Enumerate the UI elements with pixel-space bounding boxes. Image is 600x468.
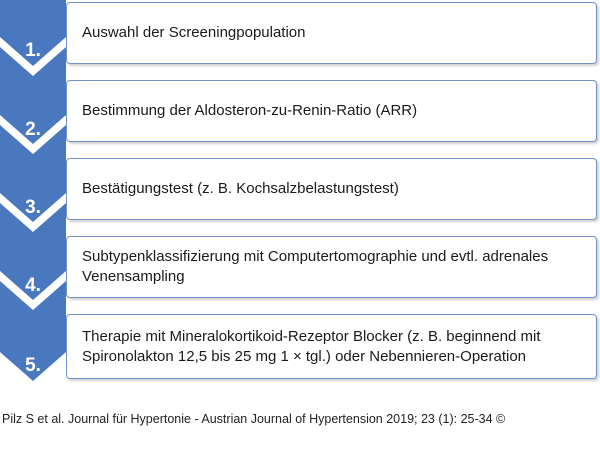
step-1-box xyxy=(66,2,597,64)
step-3-text: Bestätigungstest (z. B. Kochsalzbelastungstest) xyxy=(82,180,399,197)
step-1-number: 1. xyxy=(25,40,41,61)
step-3-number: 3. xyxy=(25,197,41,218)
step-2-box xyxy=(66,80,597,142)
step-5-text: Therapie mit Mineralokortikoid-Rezeptor Blocker (z. B. beginnend mit Spironolakton 12,5 bis 25 mg 1 × tgl.) oder Nebennieren-Operation xyxy=(82,327,541,365)
step-4-text: Subtypenklassifizierung mit Computertomographie und evtl. adrenales Venensampling xyxy=(82,248,549,285)
step-4-box xyxy=(66,236,597,298)
step-3-box xyxy=(66,158,597,220)
step-2-number: 2. xyxy=(25,119,41,140)
step-1-text: Auswahl der Screeningpopulation xyxy=(82,24,306,41)
step-2-text: Bestimmung der Aldosteron-zu-Renin-Ratio (ARR) xyxy=(82,102,418,119)
citation-text: Pilz S et al. Journal für Hypertonie - Austrian Journal of Hypertension 2019; 23 (1): 25-34 © xyxy=(2,412,506,426)
step-4-number: 4. xyxy=(25,275,41,296)
step-5-number: 5. xyxy=(25,355,41,376)
step-5-box xyxy=(66,314,597,379)
